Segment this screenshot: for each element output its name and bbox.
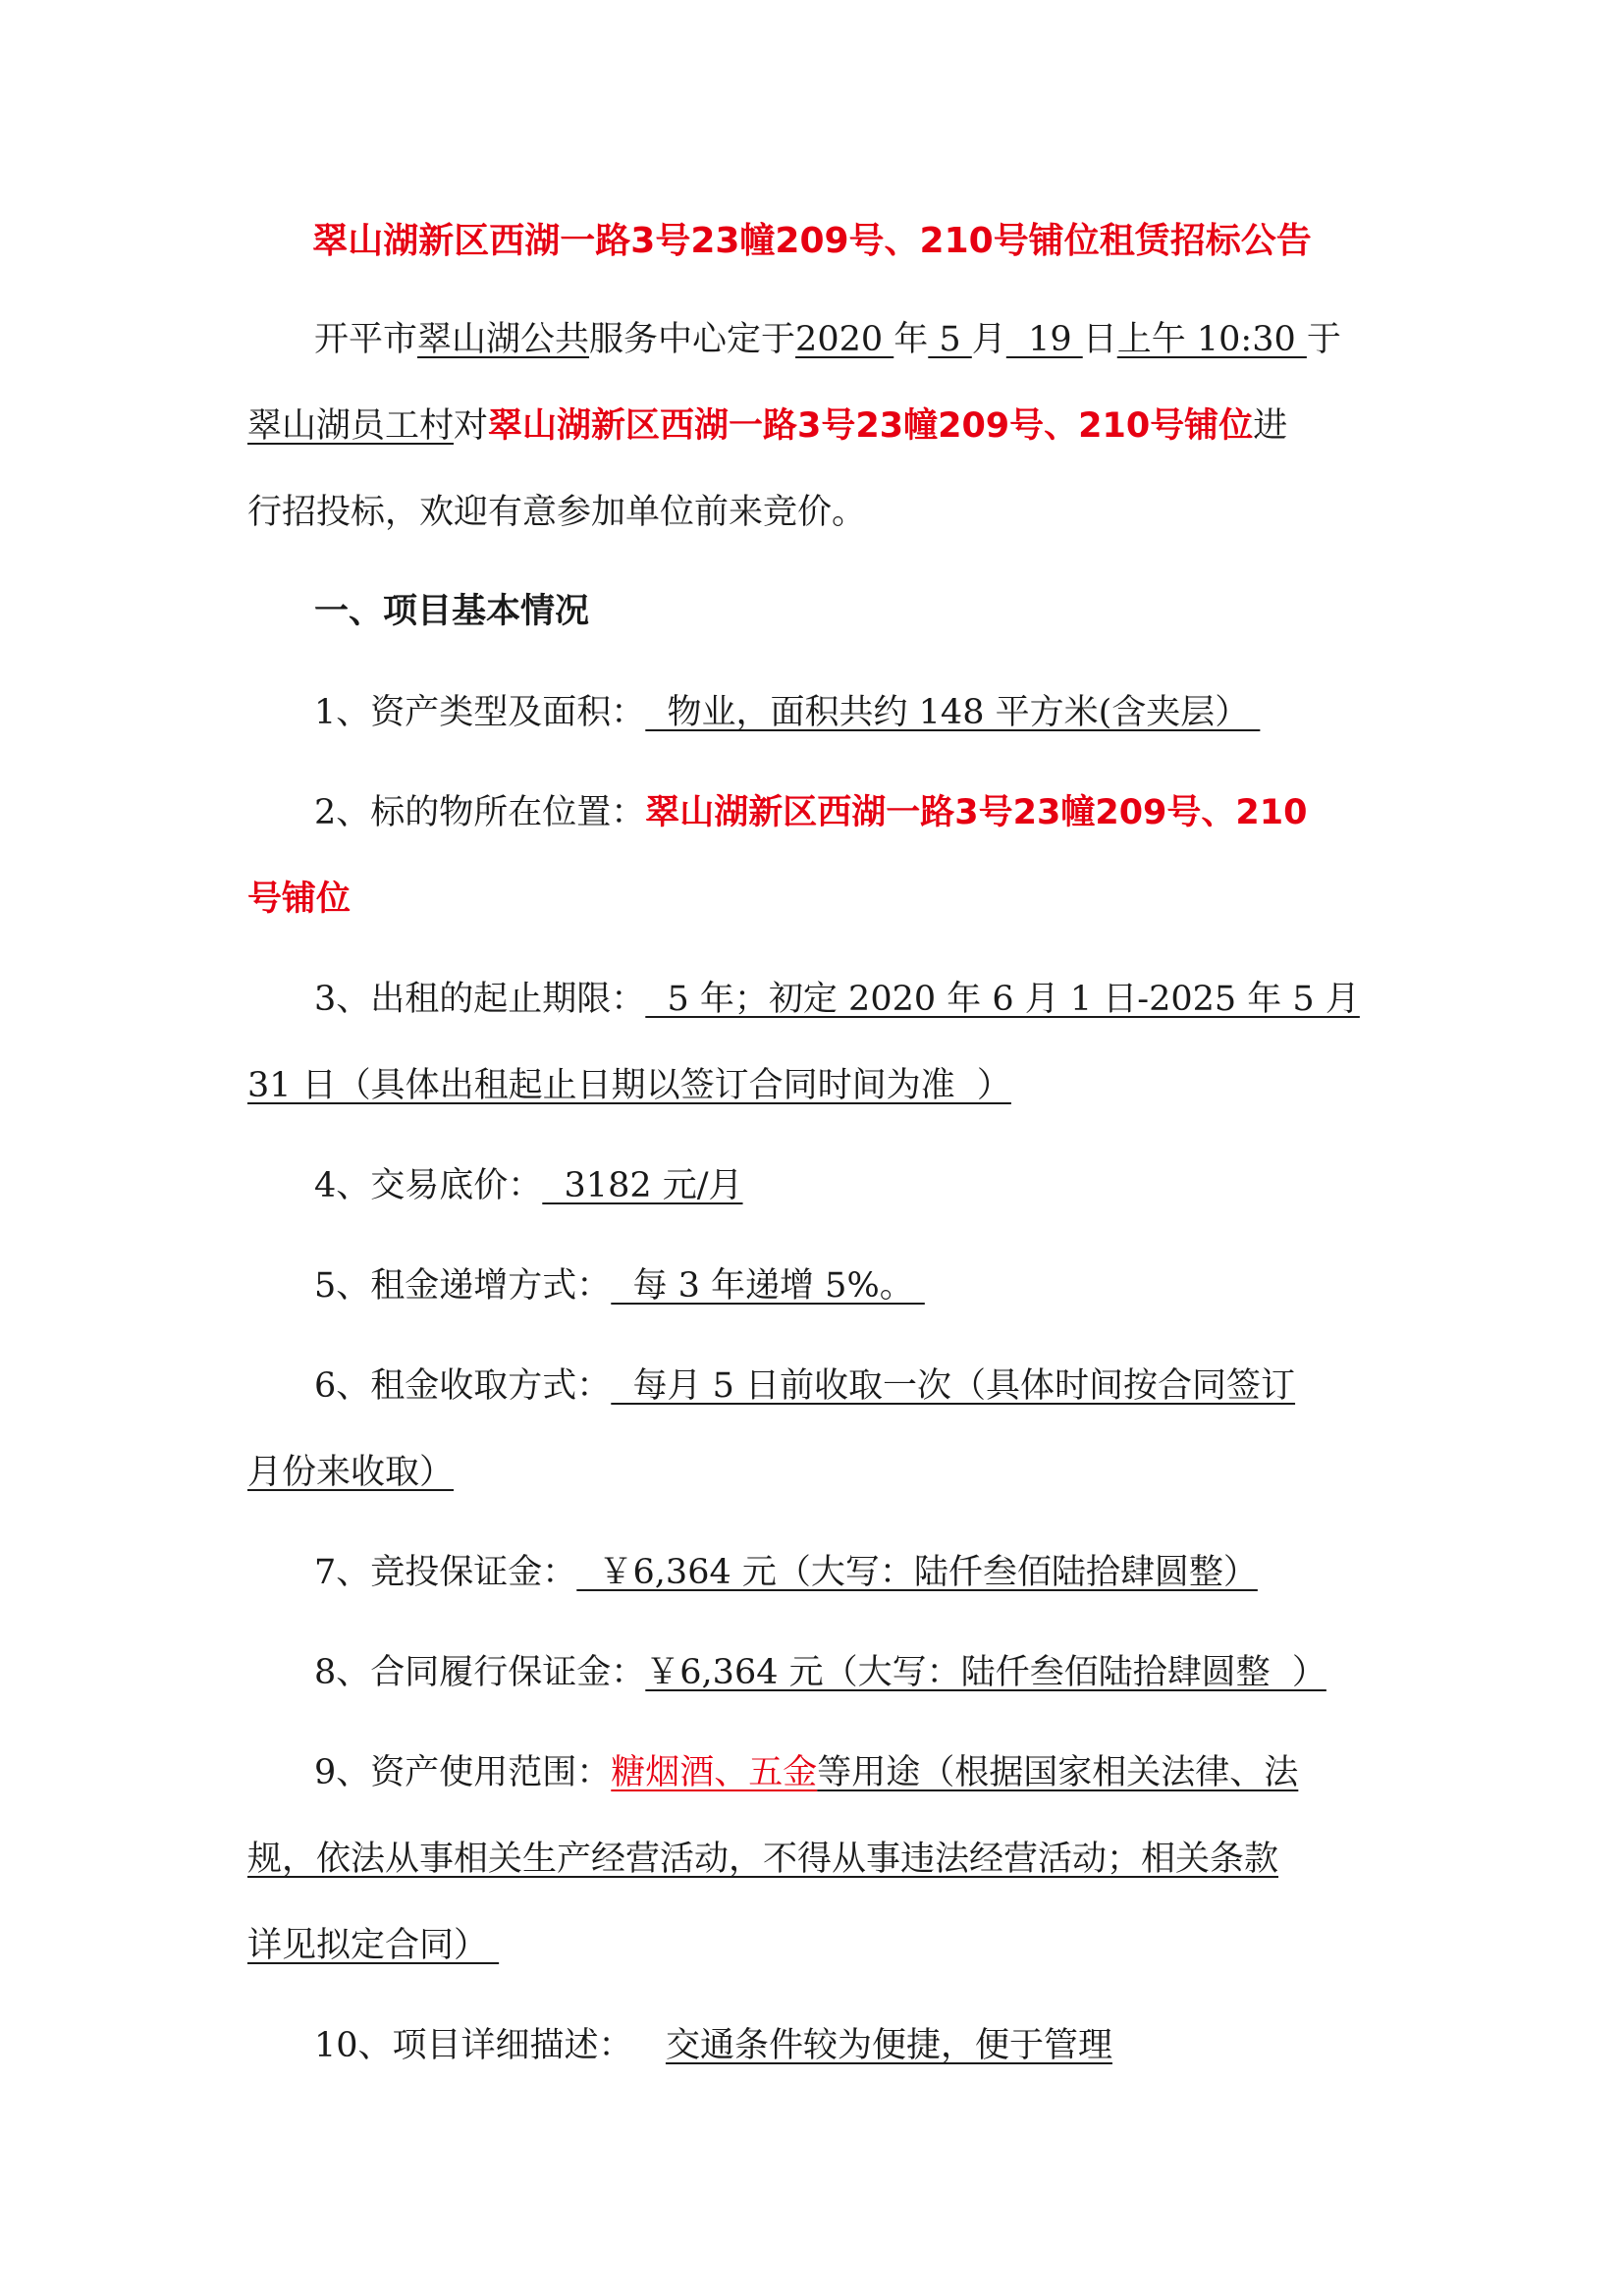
bid-month: 5 bbox=[928, 320, 972, 359]
item-6 bbox=[314, 1359, 1295, 1414]
item-3 bbox=[314, 972, 1360, 1027]
item-7 bbox=[314, 1545, 1258, 1600]
item-label: 9、资产使用范围： bbox=[314, 1753, 612, 1792]
intro-text: 月 bbox=[971, 320, 1006, 359]
item-value: 每月 5 日前收取一次（具体时间按合同签订 bbox=[611, 1366, 1296, 1406]
item-3-cont bbox=[247, 1058, 1011, 1113]
bid-year: 2020 bbox=[795, 320, 894, 359]
item-9 bbox=[314, 1745, 1298, 1800]
item-value: 5 年；初定 2020 年 6 月 1 日-2025 年 5 月 bbox=[645, 980, 1360, 1019]
item-value: 物业，面积共约 148 平方米(含夹层） bbox=[645, 693, 1261, 732]
item-label: 3、出租的起止期限： bbox=[314, 980, 646, 1019]
item-1 bbox=[314, 685, 1260, 740]
item-4 bbox=[314, 1158, 743, 1213]
item-value: 规，依法从事相关生产经营活动，不得从事违法经营活动；相关条款 bbox=[247, 1840, 1279, 1879]
item-value: 月份来收取） bbox=[247, 1453, 455, 1492]
item-label: 10、项目详细描述： bbox=[314, 2026, 633, 2065]
item-value: 等用途（根据国家相关法律、法 bbox=[817, 1753, 1299, 1792]
intro-line-1 bbox=[314, 312, 1341, 367]
document-title: 翠山湖新区西湖一路3号23幢209号、210号铺位租赁招标公告 bbox=[312, 221, 1312, 261]
item-label: 1、资产类型及面积： bbox=[314, 693, 646, 732]
item-2-cont bbox=[247, 872, 351, 927]
item-value: 31 日（具体出租起止日期以签订合同时间为准 ） bbox=[247, 1066, 1011, 1105]
item-label: 8、合同履行保证金： bbox=[314, 1653, 646, 1692]
item-label: 4、交易底价： bbox=[314, 1166, 543, 1205]
intro-text: 于 bbox=[1306, 320, 1341, 359]
intro-text: 年 bbox=[893, 320, 929, 359]
bid-target: 翠山湖新区西湖一路3号23幢209号、210号铺位 bbox=[488, 406, 1254, 446]
section-heading: 一、项目基本情况 bbox=[314, 592, 590, 631]
item-value: 详见拟定合同） bbox=[247, 1926, 500, 1965]
bid-place: 翠山湖员工村 bbox=[247, 406, 455, 446]
item-9-cont-2 bbox=[247, 1918, 499, 1973]
intro-text: 行招投标，欢迎有意参加单位前来竞价。 bbox=[247, 493, 867, 532]
item-value: 号铺位 bbox=[247, 880, 352, 919]
bid-day: 19 bbox=[1005, 320, 1083, 359]
intro-line-2 bbox=[247, 399, 1287, 454]
bid-time: 上午 10:30 bbox=[1116, 320, 1307, 359]
item-label: 5、租金递增方式： bbox=[314, 1266, 612, 1306]
item-10 bbox=[314, 2018, 1112, 2073]
item-label: 6、租金收取方式： bbox=[314, 1366, 612, 1406]
item-value: 每 3 年递增 5%。 bbox=[611, 1266, 925, 1306]
item-label: 2、标的物所在位置： bbox=[314, 793, 646, 832]
intro-text: 服务中心定于 bbox=[589, 320, 796, 359]
intro-text: 对 bbox=[454, 406, 489, 446]
intro-text: 开平市 bbox=[314, 320, 418, 359]
organization-name: 翠山湖公共 bbox=[417, 320, 590, 359]
intro-text: 日 bbox=[1082, 320, 1117, 359]
item-9-cont-1 bbox=[247, 1832, 1278, 1887]
item-value: ￥6,364 元（大写：陆仟叁佰陆拾肆圆整） bbox=[576, 1553, 1258, 1592]
item-label: 7、竞投保证金： bbox=[314, 1553, 577, 1592]
item-2 bbox=[314, 785, 1307, 840]
intro-line-3 bbox=[247, 485, 866, 540]
item-5 bbox=[314, 1258, 925, 1313]
item-value: 交通条件较为便捷，便于管理 bbox=[665, 2026, 1112, 2065]
item-8 bbox=[314, 1645, 1326, 1700]
item-value: ￥6,364 元（大写：陆仟叁佰陆拾肆圆整 ） bbox=[645, 1653, 1326, 1692]
item-value: 翠山湖新区西湖一路3号23幢209号、210 bbox=[645, 793, 1308, 832]
item-6-cont bbox=[247, 1445, 454, 1500]
item-value-highlight: 糖烟酒、五金 bbox=[611, 1753, 818, 1792]
item-value: 3182 元/月 bbox=[542, 1166, 743, 1205]
intro-text: 进 bbox=[1253, 406, 1288, 446]
